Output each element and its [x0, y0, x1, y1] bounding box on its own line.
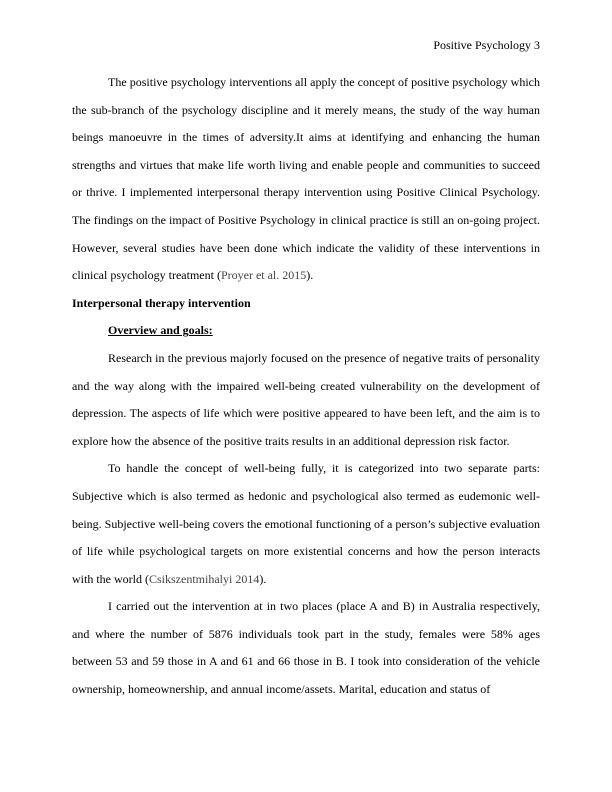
paragraph-research: Research in the previous majorly focused on the presence of negative traits of personality and the way along with the impaired well-being created vulnerability on the development of depression. The aspects of life which were positive appeared to have been left, and the aim is to explore how the absence of the positive traits results in an additional depression risk factor.: [72, 350, 540, 448]
document-body: [72, 69, 540, 704]
running-head: Positive Psychology 3: [433, 38, 540, 52]
section-heading: Interpersonal therapy intervention: [72, 295, 251, 310]
subsection-heading: Overview and goals:: [108, 323, 213, 338]
citation-proyer: Proyer et al. 2015: [220, 268, 307, 283]
paragraph-wellbeing-text: To handle the concept of well-being fully, it is categorized into two separate parts: Subjective which is also termed as hedonic and psychological also termed as eudemonic well-being. Subjective well-being covers the emotional functioning of a person’s subjective evaluation of life while psychological targets on more existential concerns and how the person interacts with the world (: [72, 461, 540, 586]
paragraph-intro-text: The positive psychology interventions all apply the concept of positive psychology which the sub-branch of the psychology discipline and it merely means, the study of the way human beings manoeuvre in the times of adversity.It aims at identifying and enhancing the human strengths and virtues that make life worth living and enable people and communities to succeed or thrive. I implemented interpersonal therapy intervention using Positive Clinical Psychology. The findings on the impact of Positive Psychology in clinical practice is still an on-going project. However, several studies have been done which indicate the validity of these interventions in clinical psychology treatment (: [72, 75, 540, 283]
paragraph-intro: [72, 69, 540, 290]
paragraph-intro-end: ).: [306, 268, 314, 283]
paragraph-intervention: I carried out the intervention at in two places (place A and B) in Australia respectively, and where the number of 5876 individuals took part in the study, females were 58% ages between 53 and 59 those in A and 61 and 66 those in B. I took into consideration of the vehicle ownership, homeownership, and annual income/assets. Marital, education and status of: [72, 599, 540, 697]
paragraph-wellbeing-end: ).: [259, 571, 267, 586]
citation-csikszentmihalyi: Csikszentmihalyi 2014: [149, 571, 260, 586]
paragraph-wellbeing: [72, 455, 540, 593]
